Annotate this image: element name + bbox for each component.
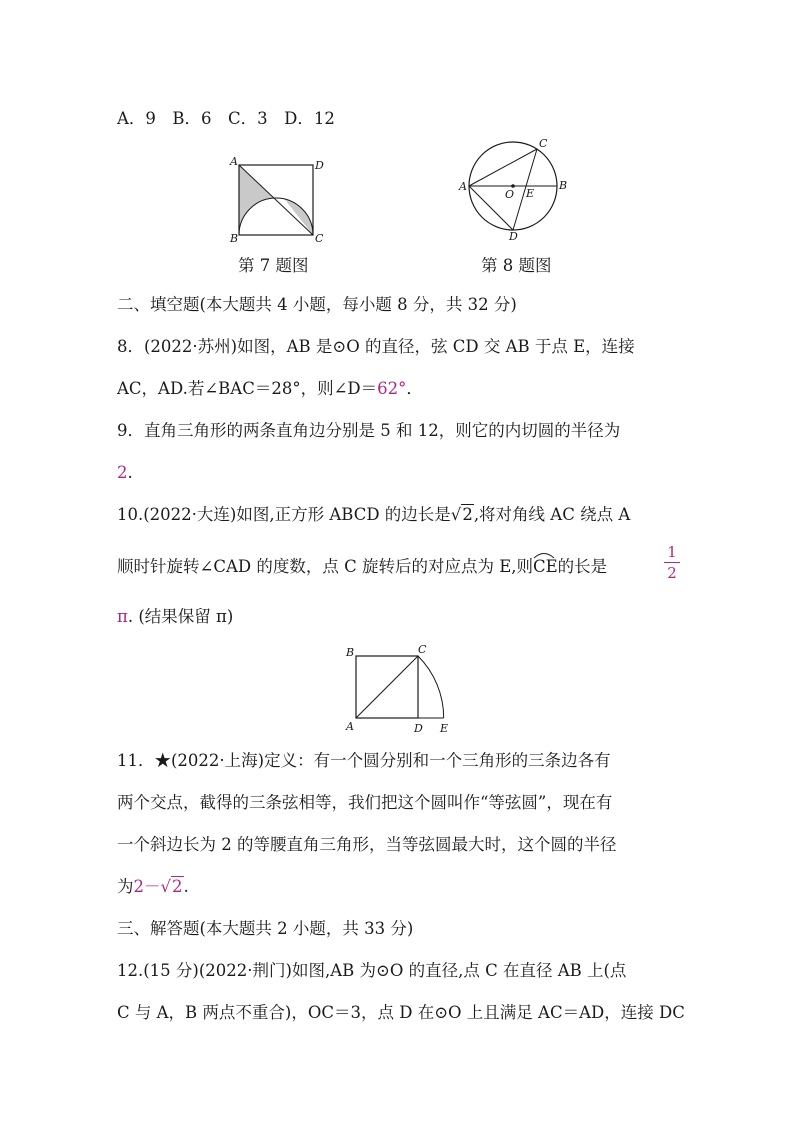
q10-text-4: 的长是	[557, 557, 608, 576]
q8-end: ．	[406, 379, 423, 398]
q10-sqrt-value: 2	[462, 505, 473, 524]
fig8-label-o: O	[505, 188, 515, 201]
q10-arc-ce: CE	[533, 554, 558, 578]
q8-text: AC，AD.若∠BAC＝28°，则∠D＝	[117, 379, 378, 398]
section-2-heading: 二、填空题(本大题共 4 小题，每小题 8 分，共 32 分)	[117, 295, 517, 314]
fig7-label-b: B	[230, 232, 239, 245]
q10-answer-pi: π	[117, 607, 128, 626]
q10-sqrt: √2	[450, 505, 473, 524]
q10-frac-den: 2	[667, 564, 677, 582]
q11-line-3: 一个斜边长为 2 的等腰直角三角形，当等弦圆最大时，这个圆的半径	[117, 835, 617, 854]
q9-line-1: 9．直角三角形的两条直角边分别是 5 和 12，则它的内切圆的半径为	[117, 421, 621, 440]
q11-text: 为	[117, 877, 134, 896]
q9-line-2	[117, 462, 133, 484]
fig10-label-b: B	[346, 646, 355, 659]
q9-end: .	[127, 463, 133, 482]
figure-10	[340, 642, 460, 738]
fig10-label-a: A	[346, 720, 354, 733]
fig10-label-c: C	[418, 643, 427, 656]
q10-text-2: ,将对角线 AC 绕点 A	[473, 505, 631, 524]
fig8-label-d: D	[509, 230, 518, 243]
fig8-caption: 第 8 题图	[481, 256, 552, 275]
figure-7	[225, 153, 325, 245]
q12-line-1: 12.(15 分)(2022·荆门)如图,AB 为⊙O 的直径,点 C 在直径 AB 上(点	[117, 961, 627, 980]
q11-line-2: 两个交点，截得的三条弦相等，我们把这个圆叫作“等弦圆”，现在有	[117, 793, 613, 812]
q10-note: . (结果保留 π)	[127, 607, 234, 626]
fig10-label-e: E	[440, 722, 449, 735]
q10-text-3: 顺时针旋转∠CAD 的度数，点 C 旋转后的对应点为 E,则	[117, 557, 533, 576]
fig10-label-d: D	[414, 722, 423, 735]
q11-sqrt: √2	[160, 877, 183, 896]
fig7-label-d: D	[315, 159, 324, 172]
q11-answer: 2－√2	[133, 877, 183, 896]
q12-line-2: C 与 A，B 两点不重合)，OC＝3，点 D 在⊙O 上且满足 AC＝AD，连接 DC	[117, 1003, 685, 1022]
q10-frac-num: 1	[667, 543, 677, 561]
q8-line-1: 8．(2022·苏州)如图，AB 是⊙O 的直径，弦 CD 交 AB 于点 E，连接	[117, 337, 635, 356]
q10-text-1: 10.(2022·大连)如图,正方形 ABCD 的边长是	[117, 505, 451, 524]
figure-8	[455, 135, 575, 243]
fig8-label-b: B	[559, 179, 568, 192]
q8-line-2	[117, 378, 423, 400]
q10-line-1	[117, 504, 630, 526]
q11-line-4	[117, 876, 189, 898]
fig8-label-c: C	[539, 137, 548, 150]
fig7-caption: 第 7 题图	[238, 256, 309, 275]
fig8-label-e: E	[526, 187, 535, 200]
fig8-label-a: A	[459, 180, 467, 193]
q10-line-3	[117, 606, 233, 628]
q10-line-2	[117, 554, 607, 578]
section-3-heading: 三、解答题(本大题共 2 小题，共 33 分)	[117, 919, 414, 938]
q10-answer-fraction	[664, 543, 680, 582]
q9-answer: 2	[117, 463, 128, 482]
choices-line: A．9 B．6 C．3 D．12	[117, 109, 335, 128]
q11-line-1: 11．★(2022·上海)定义：有一个圆分别和一个三角形的三条边各有	[117, 751, 611, 770]
q11-end: .	[183, 877, 189, 896]
q8-answer: 62°	[377, 379, 407, 398]
fig7-label-a: A	[230, 155, 238, 168]
fig7-label-c: C	[315, 232, 324, 245]
